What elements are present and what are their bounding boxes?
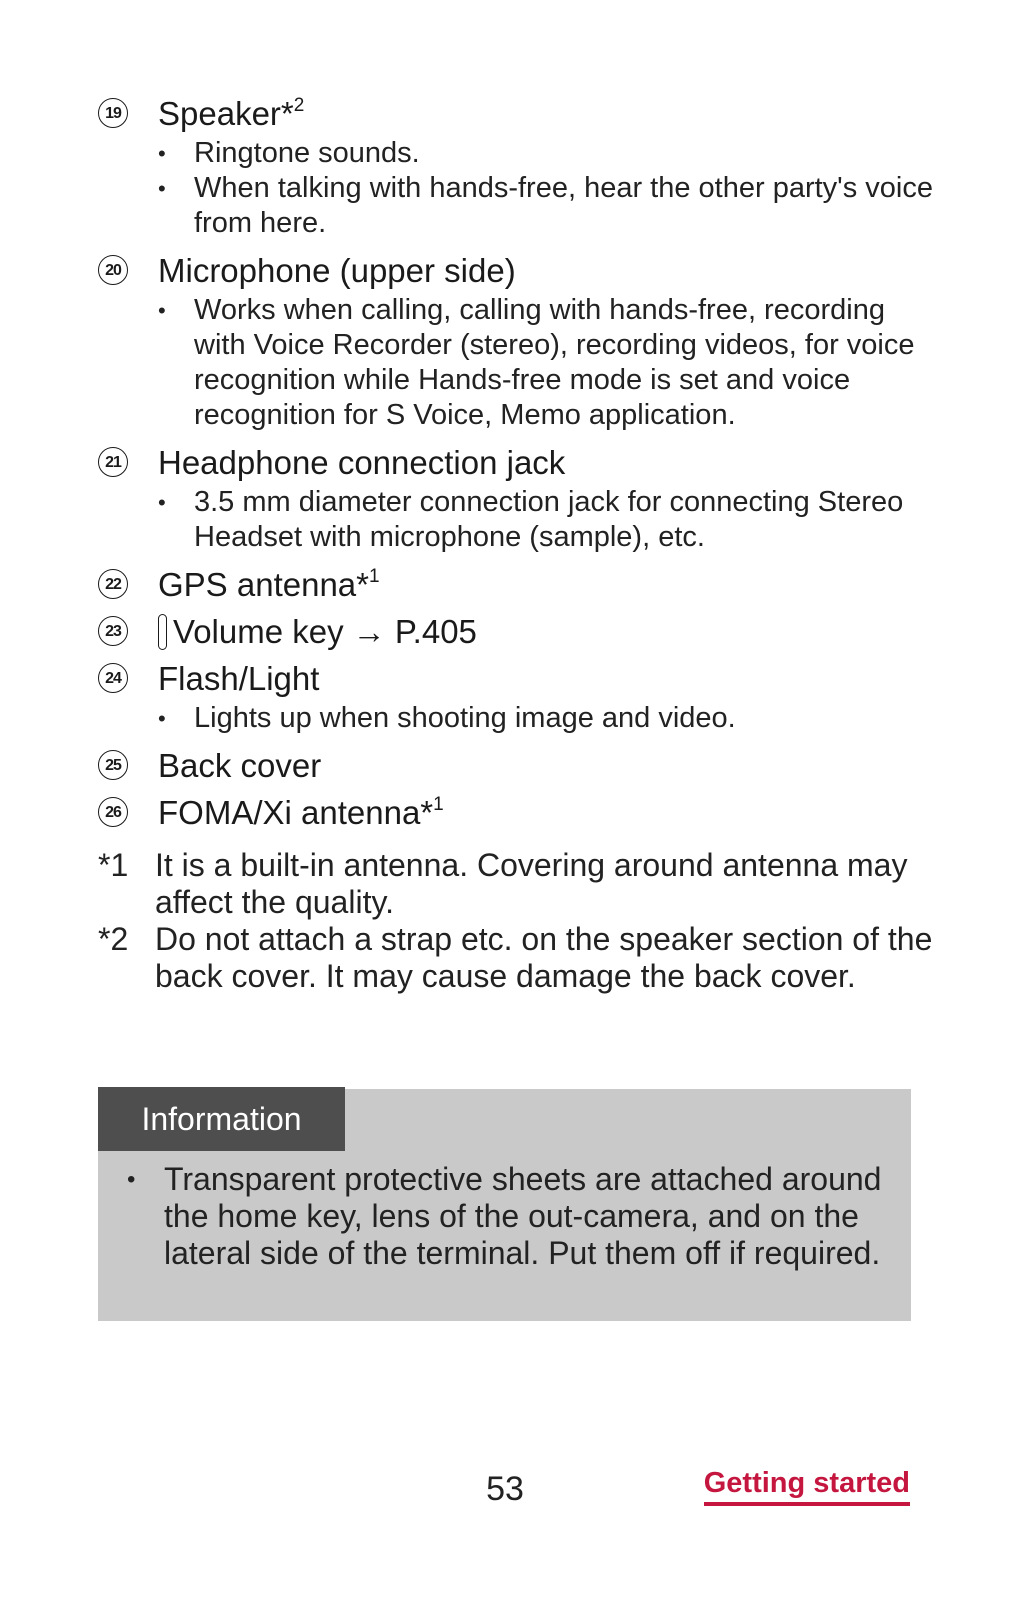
item-title: FOMA/Xi antenna*$^1$ [158,794,444,831]
footnote [98,921,938,995]
item-back-cover [98,744,938,788]
bullet: • Lights up when shooting image and video. [158,702,736,734]
bullet: • When talking with hands-free, hear the other party's voice from here. [158,172,933,239]
information-box [98,1089,911,1321]
item-number: 24 [98,663,128,693]
item-number: 19 [98,98,128,128]
item-speaker [98,92,938,249]
footnote-text: It is a built-in antenna. Covering around antenna may affect the quality. [155,847,908,920]
information-title: Information [98,1087,345,1151]
item-bullets [158,136,938,249]
page-number: 53 [486,1470,524,1508]
item-volume-key [98,610,938,654]
item-bullets [158,701,938,744]
footnote-mark: *1 [98,847,129,883]
volume-key-icon [158,614,167,650]
volume-key-link[interactable]: Volume key → P.405 [173,613,477,650]
item-title [158,610,938,654]
item-number: 22 [98,569,128,599]
item-flash-light [98,657,938,744]
footnotes [98,847,938,995]
item-number: 25 [98,750,128,780]
item-number: 21 [98,447,128,477]
item-foma-xi-antenna [98,791,938,835]
item-number: 26 [98,797,128,827]
parts-list [98,92,938,995]
footnote [98,847,938,921]
item-title: Flash/Light [158,660,320,697]
item-title: Headphone connection jack [158,444,566,481]
bullet: • 3.5 mm diameter connection jack for connecting Stereo Headset with microphone (sample), etc. [158,486,904,553]
item-number: 23 [98,616,128,646]
bullet: • Works when calling, calling with hands-free, recording with Voice Recorder (stereo), recording videos, for voice recognition while Hands-free mode is set and voice recognition for S Voice, Memo application. [158,294,915,431]
footnote-mark: *2 [98,921,129,957]
footnote-text: Do not attach a strap etc. on the speaker section of the back cover. It may cause damage the back cover. [155,921,933,994]
item-headphone-jack [98,441,938,563]
item-microphone [98,249,938,441]
information-text: • Transparent protective sheets are attached around the home key, lens of the out-camera, and on the lateral side of the terminal. Put them off if required. [127,1161,882,1271]
section-link-getting-started[interactable]: Getting started [704,1466,910,1506]
item-title: Speaker*$^2$ [158,95,305,132]
item-title: Microphone (upper side) [158,252,516,289]
bullet: • Ringtone sounds. [158,137,420,169]
item-bullets [158,293,938,441]
item-number: 20 [98,255,128,285]
item-title: GPS antenna*$^1$ [158,566,380,603]
item-bullets [158,485,938,563]
item-gps-antenna [98,563,938,607]
item-title: Back cover [158,747,322,784]
